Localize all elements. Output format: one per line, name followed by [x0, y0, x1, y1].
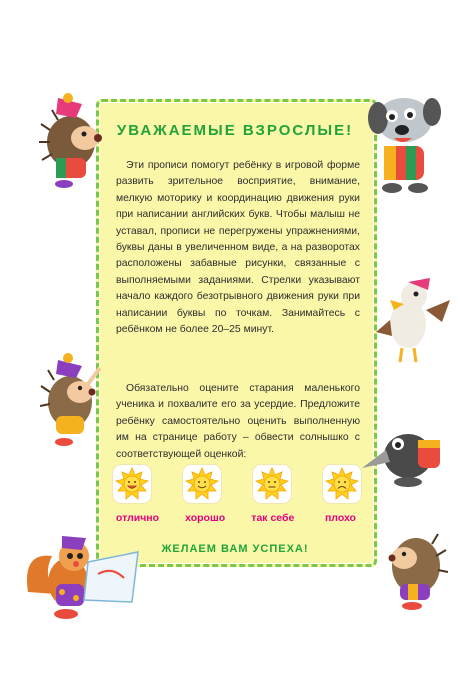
dog-top-right-illustration: [356, 84, 446, 196]
rating-labels: [104, 512, 374, 524]
rating-label-bad: плохо: [324, 512, 356, 524]
hedgehog-top-left-illustration: [38, 90, 108, 190]
sun-card-excellent: [113, 465, 151, 503]
rating-label-good: хорошо: [185, 512, 226, 524]
sun-card-so-so: [253, 465, 291, 503]
rating-suns: [113, 465, 361, 503]
crow-right-illustration: [358, 418, 448, 488]
squirrel-bottom-left-illustration: [22, 522, 142, 622]
sad-sun-icon: [325, 467, 359, 501]
closing-wish: ЖЕЛАЕМ ВАМ УСПЕХА!: [161, 543, 309, 555]
rating-instructions-paragraph: Обязательно оцените старания маленького ученика и похвалите его за усердие. Предложите ребёнку самостоятельно оценить выполненную им на странице работу – обвести солнышко с соответствующей оценкой:: [116, 383, 360, 460]
rating-label-so-so: так себе: [251, 512, 295, 524]
sun-card-bad: [323, 465, 361, 503]
smiling-sun-icon: [185, 467, 219, 501]
rating-label-excellent: отлично: [115, 512, 160, 524]
sun-card-good: [183, 465, 221, 503]
hedgehog-middle-left-illustration: [40, 350, 110, 450]
neutral-sun-icon: [255, 467, 289, 501]
intro-paragraph: Эти прописи помогут ребёнку в игровой форме развить зрительное восприятие, внимание, мелкую моторику и координацию движения руки при написании английских букв. Чтобы малыш не уставал, прописи не перегружены упражнениями, буквы даны в увеличенном виде, а на разворотах расположены забавные рисунки, связанные с выполняемыми заданиями. Стрелки указывают начало каждого безотрывного движения руки при написании буквы по точкам. Занимайтесь с ребёнком не более 20–25 минут.: [116, 160, 360, 336]
hedgehog-bottom-right-illustration: [378, 516, 448, 612]
bird-right-illustration: [372, 270, 452, 370]
page-title: УВАЖАЕМЫЕ ВЗРОСЛЫЕ!: [116, 122, 354, 139]
happy-sun-icon: [115, 467, 149, 501]
